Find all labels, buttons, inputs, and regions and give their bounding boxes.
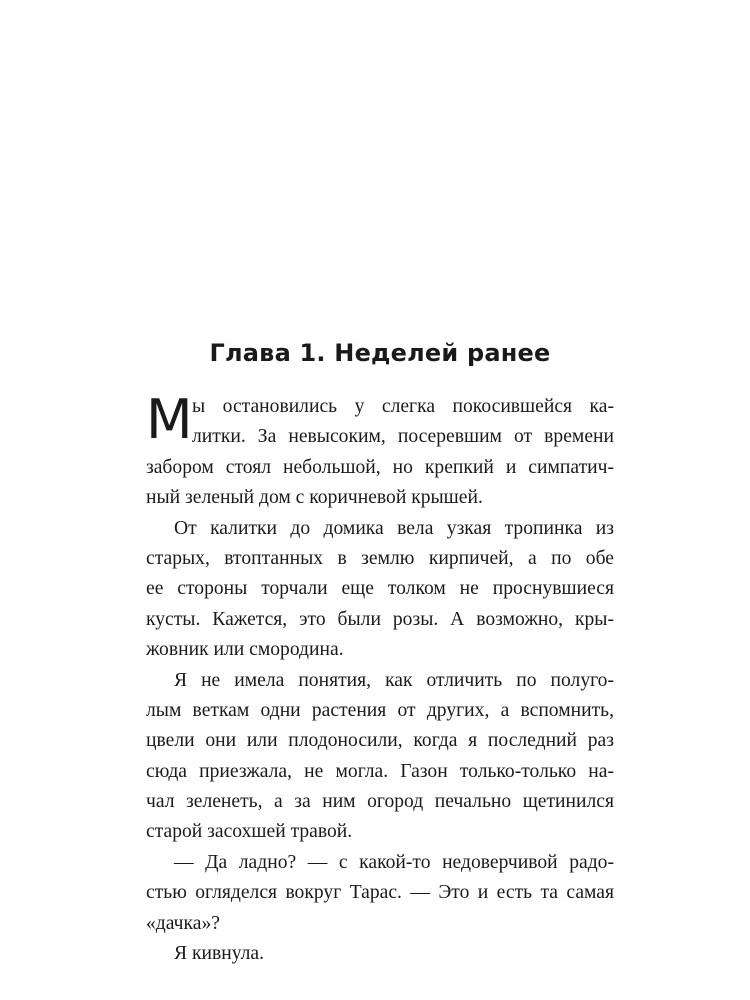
text-line: Я кивнула. xyxy=(174,943,265,965)
text-line: старой засохшей травой. xyxy=(146,821,353,843)
drop-cap: М xyxy=(146,388,193,451)
text-line: лым веткам одни растения от других, а вспомнить, xyxy=(146,699,614,721)
text-line: литки. За невысоким, посеревшим от времени xyxy=(192,426,614,448)
text-lines xyxy=(146,388,614,969)
text-line: От калитки до домика вела узкая тропинка из xyxy=(174,517,614,539)
chapter-body xyxy=(146,388,614,969)
text-line: кусты. Кажется, это были розы. А возможно, кры- xyxy=(146,608,614,630)
text-line: Я не имела понятия, как отличить по полуго- xyxy=(174,669,614,691)
book-page xyxy=(146,0,614,1000)
text-line: цвели они или плодоносили, когда я последний раз xyxy=(146,730,614,752)
text-line: чал зеленеть, а за ним огород печально щетинился xyxy=(146,791,614,813)
text-line: старых, втоптанных в землю кирпичей, а по обе xyxy=(146,547,614,569)
text-line: ее стороны торчали еще толком не проснувшиеся xyxy=(146,578,614,600)
text-line: — Да ладно? — с какой-то недоверчивой радо- xyxy=(174,851,614,873)
text-line: жовник или смородина. xyxy=(146,639,344,661)
text-line: ный зеленый дом с коричневой крышей. xyxy=(146,487,483,509)
text-line: «дачка»? xyxy=(146,912,220,934)
text-line: забором стоял небольшой, но крепкий и симпатич- xyxy=(146,456,614,478)
text-line: ы остановились у слегка покосившейся ка- xyxy=(192,396,614,417)
text-line: стью огляделся вокруг Тарас. — Это и есть та самая xyxy=(146,882,614,904)
chapter-title: Глава 1. Неделей ранее xyxy=(209,339,551,367)
text-line: сюда приезжала, не могла. Газон только-только на- xyxy=(146,760,614,782)
